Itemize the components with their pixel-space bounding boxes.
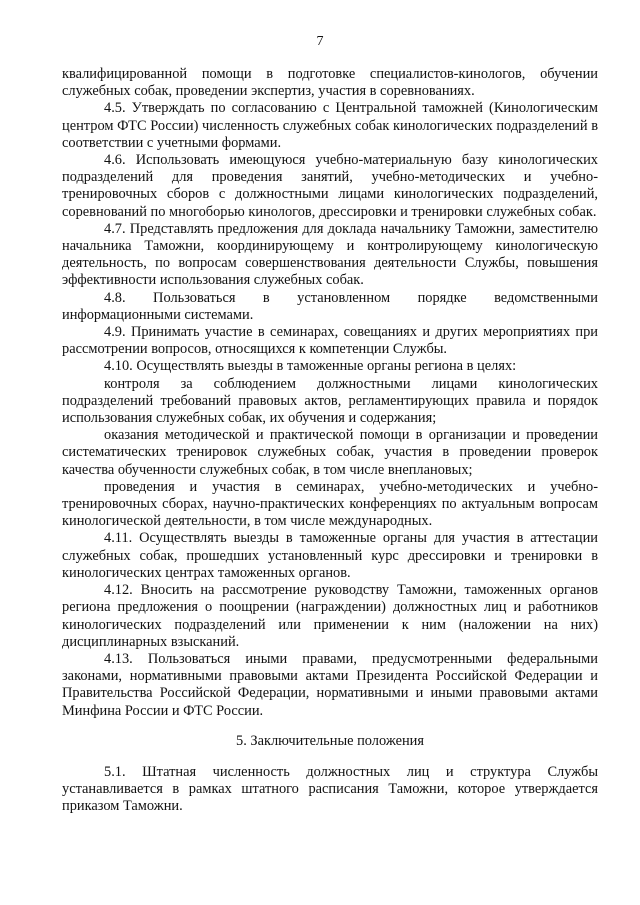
paragraph-4-7: 4.7. Представлять предложения для доклада начальнику Таможни, заместителю начальника Таможни, координирующему и контролирующему кинологическую деятельность, по вопросам совершенствования деятельности Службы, повышения эффективности использования служебных собак.	[62, 220, 598, 289]
paragraph-5-1: 5.1. Штатная численность должностных лиц и структура Службы устанавливается в рамках штатного расписания Таможни, которое утверждается приказом Таможни.	[62, 763, 598, 815]
paragraph-4-10-item-3: проведения и участия в семинарах, учебно-методических и учебно-тренировочных сборах, научно-практических конференциях по актуальным вопросам кинологической деятельности, в том числе международных.	[62, 478, 598, 530]
paragraph-4-10: 4.10. Осуществлять выезды в таможенные органы региона в целях:	[104, 358, 517, 375]
paragraph-4-10-item-2: оказания методической и практической помощи в организации и проведении систематических тренировок служебных собак, участия в проведении проверок качества обученности служебных собак, в том числе внеплановых;	[62, 427, 598, 478]
paragraph-4-10-item-1: контроля за соблюдением должностными лицами кинологических подразделений требований правовых актов, регламентирующих правила и порядок использования служебных собак, их обучения и содержания;	[62, 375, 598, 427]
page-number: 7	[316, 34, 324, 49]
paragraph-4-6: 4.6. Использовать имеющуюся учебно-материальную базу кинологических подразделений для проведения занятий, учебно-методических и учебно-тренировочных сборов с должностными лицами кинологических подразделений, соревнований по многоборью кинологов, дрессировки и тренировки служебных собак.	[62, 152, 598, 220]
paragraph-4-8: 4.8. Пользоваться в установленном порядке ведомственными информационными системами.	[62, 289, 598, 323]
paragraph: квалифицированной помощи в подготовке специалистов-кинологов, обучении служебных собак, проведении экспертиз, участия в соревнованиях.	[62, 66, 598, 100]
paragraph-4-12: 4.12. Вносить на рассмотрение руководству Таможни, таможенных органов региона предложения о поощрении (награждении) должностных лиц и работников кинологических подразделений или применении к ним (наложении на них) дисциплинарных взысканий.	[62, 582, 598, 650]
paragraph-4-11: 4.11. Осуществлять выезды в таможенные органы для участия в аттестации служебных собак, прошедших установленный курс дрессировки и тренировки в кинологических центрах таможенных органов.	[62, 530, 598, 581]
paragraph-4-5: 4.5. Утверждать по согласованию с Центральной таможней (Кинологическим центром ФТС России) численность служебных собак кинологических подразделений в соответствии с учетными формами.	[62, 100, 598, 151]
paragraph-4-9: 4.9. Принимать участие в семинарах, совещаниях и других мероприятиях при рассмотрении вопросов, относящихся к компетенции Службы.	[62, 324, 598, 358]
document-body	[62, 66, 598, 816]
paragraph-4-13: 4.13. Пользоваться иными правами, предусмотренными федеральными законами, нормативными правовыми актами Президента Российской Федерации и Правительства Российской Федерации, нормативными и иными правовыми актами Минфина России и ФТС России.	[62, 650, 598, 719]
section-heading: 5. Заключительные положения	[236, 732, 424, 749]
